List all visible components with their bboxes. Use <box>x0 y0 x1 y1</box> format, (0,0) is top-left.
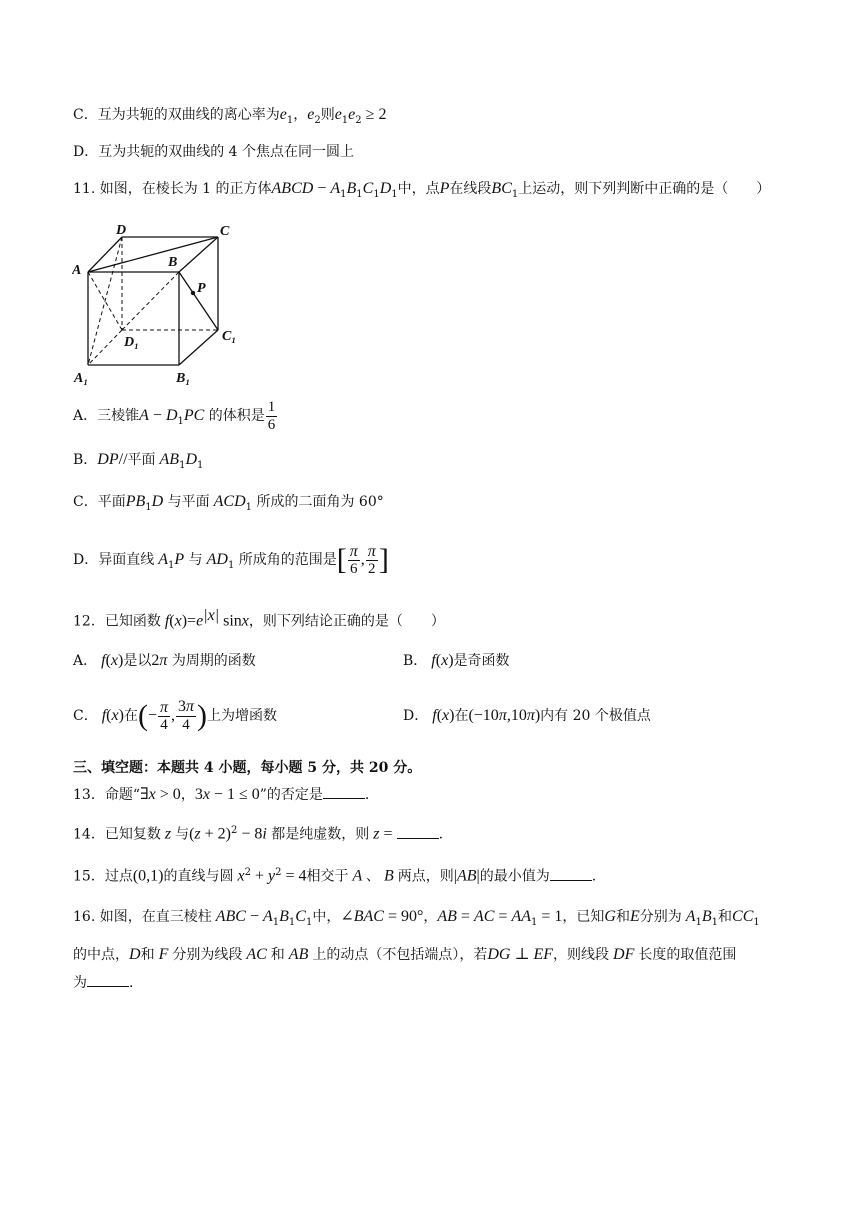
label-C1: C₁ <box>222 329 237 344</box>
label-P: P <box>197 281 206 296</box>
q11-option-c: C．平面$PB_1D$ 与平面 $ACD_1$ 所成的二面角为 60° <box>73 493 384 513</box>
q12-option-b: B． f(x)是奇函数 <box>403 652 510 669</box>
q11-option-d: D．异面直线 $A_1P$ 与 $AD_1$ 所成角的范围是[ $\frac{\pi}{6}$ , $\frac{\pi}{2}$ ] <box>73 542 389 577</box>
cube-figure <box>72 222 242 387</box>
q16-line3: 为 . <box>73 972 133 994</box>
q15: 15．过点(0,1)的直线与圆 $x^2 + y^2 = 4$相交于 A 、 B 两点，则|AB|的最小值为 . <box>73 867 597 885</box>
q10-option-c: C．互为共轭的双曲线的离心率为$e_1$，$e_2$则$e_1e_2 \ge 2$ <box>73 106 387 126</box>
q14: 14．已知复数 z 与$(z + 2)^2 - 8i$ 都是纯虚数，则 z = . <box>73 825 444 843</box>
q11-option-b: B．DP//平面 $AB_1D_1$ <box>73 451 204 471</box>
label-D1: D₁ <box>124 335 139 350</box>
q13: 13．命题“∃x > 0，3x − 1 ≤ 0”的否定是 . <box>73 786 370 803</box>
label-D: D <box>116 223 127 238</box>
q16-line2: 的中点，D和 F 分别为线段 AC 和 AB 上的动点（不包括端点），若DG ⊥ EF，则线段 DF 长度的取值范围 <box>73 946 737 963</box>
section-3-heading: 三、填空题：本题共 4 小题，每小题 5 分，共 20 分。 <box>73 760 422 776</box>
q11-option-a: A．三棱锥$A - D_1PC$ 的体积是 $\frac{1}{6}$ <box>73 398 276 433</box>
q12-option-a: A． f(x)是以2π 为周期的函数 <box>73 652 256 669</box>
label-A: A <box>72 263 82 278</box>
q12-stem: 12．已知函数 $f(x)=e^{|x|}$ sinx，则下列结论正确的是（ ） <box>73 607 445 630</box>
label-B: B <box>168 255 178 270</box>
q12-option-d: D． f(x)在(−10π,10π)内有 20 个极值点 <box>403 707 651 724</box>
label-C: C <box>220 224 230 239</box>
q12-option-c: C． f(x)在(− $\frac{\pi}{4}$ , $\frac{3\pi}{4}$ )上为增函数 <box>73 698 277 733</box>
label-A1: A₁ <box>74 371 89 386</box>
label-B1: B₁ <box>176 371 191 386</box>
q16-line1: 16. 如图，在直三棱柱 ABC − $A_1B_1C_1$中，∠BAC = 90°，AB = AC = $AA_1 = 1$，已知G和E分别为 $A_1B_1$和$CC_1$ <box>73 908 760 928</box>
q10-option-d: D．互为共轭的双曲线的 4 个焦点在同一圆上 <box>73 144 355 160</box>
q11-stem: 11. 如图，在棱长为 1 的正方体ABCD − $A_1B_1C_1D_1$中，点P在线段$BC_1$上运动，则下列判断中正确的是（ ） <box>73 180 771 200</box>
